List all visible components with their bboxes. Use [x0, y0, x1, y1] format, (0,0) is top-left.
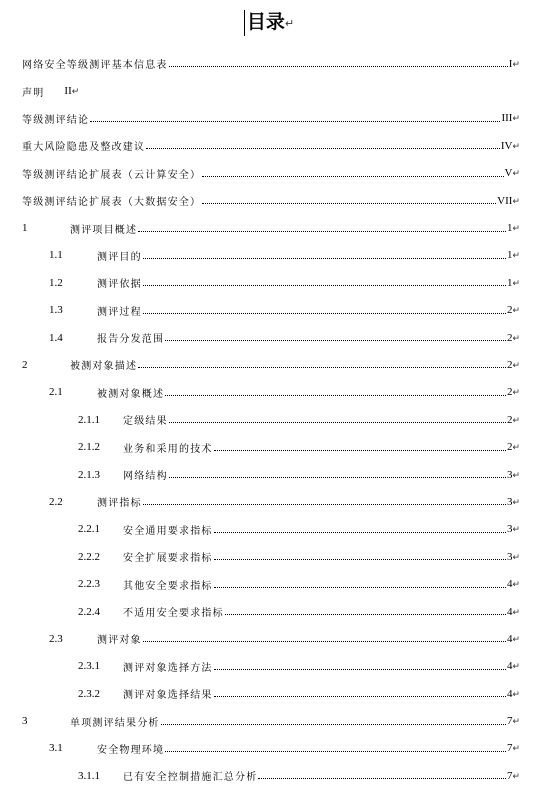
toc-entry-number: 2.2.1 [78, 523, 100, 536]
toc-title-wrap [0, 10, 538, 36]
toc-entry-page [507, 770, 520, 782]
toc-entry[interactable] [22, 379, 520, 406]
paragraph-mark-icon: ↵ [512, 387, 520, 398]
toc-entry-title: 被测对象描述 [70, 361, 138, 373]
paragraph-mark-icon: ↵ [512, 743, 520, 754]
toc-entry-page [507, 249, 520, 261]
toc-entry-title: 已有安全控制措施汇总分析 [123, 772, 258, 784]
toc-entry-title: 安全通用要求指标 [123, 525, 213, 537]
paragraph-mark-icon: ↵ [512, 688, 520, 699]
toc-entry-title: 不适用安全要求指标 [123, 608, 224, 619]
toc-entry-page [507, 551, 520, 563]
toc-entry-title: 等级测评结论扩展表（云计算安全） [22, 169, 202, 181]
toc-entry-title: 等级测评结论扩展表（大数据安全） [22, 197, 202, 209]
toc-entry-page [509, 58, 520, 70]
toc-entry-number: 1.4 [49, 331, 63, 344]
toc-entry-title: 报告分发范围 [97, 334, 165, 346]
dot-leader [165, 751, 506, 752]
toc-entry-page [497, 195, 520, 207]
toc-entry[interactable] [22, 351, 520, 378]
paragraph-mark-icon: ↵ [512, 551, 520, 562]
toc-entry[interactable] [22, 461, 520, 488]
toc-entry-title: 单项测评结果分析 [70, 717, 160, 729]
dot-leader [202, 203, 496, 204]
page-number: I [508, 57, 513, 70]
toc-entry[interactable] [22, 160, 520, 187]
toc-entry-page [507, 715, 520, 727]
toc-entry-number: 2.3.2 [78, 687, 100, 700]
page-number: 3 [506, 468, 513, 481]
page-number: 2 [506, 386, 513, 399]
toc-entry-page [507, 332, 520, 344]
toc-entry-title: 业务和采用的技术 [123, 443, 213, 455]
toc-entry-page [507, 523, 520, 535]
page-number: 4 [506, 632, 513, 645]
toc-entry-page [507, 496, 520, 508]
toc-entry-number: 1 [22, 222, 28, 235]
dot-leader [138, 367, 506, 368]
toc-entry-title: 测评项目概述 [70, 224, 138, 236]
toc-entry-page [505, 167, 521, 179]
paragraph-mark-icon: ↵ [512, 58, 520, 69]
paragraph-mark-icon: ↵ [512, 414, 520, 425]
dot-leader [143, 258, 506, 259]
dot-leader [138, 231, 506, 232]
toc-entry[interactable] [22, 680, 520, 707]
toc-entry-title: 测评指标 [97, 498, 142, 510]
toc-entry-page [507, 414, 520, 426]
toc-entry[interactable] [22, 543, 520, 570]
page-number: 7 [506, 769, 513, 782]
paragraph-mark-icon: ↵ [512, 633, 520, 644]
toc-entry-number: 2.1.1 [78, 413, 100, 426]
toc-entry[interactable] [22, 50, 520, 77]
toc-entry[interactable] [22, 269, 520, 296]
toc-entry-number: 2.3 [49, 632, 63, 645]
paragraph-mark-icon: ↵ [512, 469, 520, 480]
toc-entry-title: 定级结果 [123, 416, 168, 428]
toc-entry-number: 1.3 [49, 304, 63, 317]
toc-entry-page [507, 742, 520, 754]
toc-entry-page [507, 633, 520, 645]
toc-entry-page [507, 304, 520, 316]
page-number: III [501, 112, 513, 125]
toc-entry-page [507, 660, 520, 672]
toc-entry-number: 2 [22, 358, 28, 371]
page-number: 2 [506, 358, 513, 371]
dot-leader [165, 340, 506, 341]
toc-entry[interactable] [22, 433, 520, 460]
page-number: 4 [506, 687, 513, 700]
page-number: 2 [506, 304, 513, 317]
paragraph-mark-icon: ↵ [512, 442, 520, 453]
toc-entry[interactable] [22, 187, 520, 214]
dot-leader [146, 148, 500, 149]
dot-leader [169, 477, 506, 478]
toc-entry-number: 2.2 [49, 495, 63, 508]
dot-leader [214, 669, 506, 670]
toc-entry[interactable] [22, 598, 520, 625]
paragraph-mark-icon: ↵ [512, 496, 520, 507]
dot-leader [143, 641, 506, 642]
dot-leader [214, 532, 506, 533]
page-number: 2 [506, 413, 513, 426]
paragraph-mark-icon: ↵ [512, 359, 520, 370]
toc-entry[interactable] [22, 570, 520, 597]
paragraph-mark-icon: ↵ [512, 716, 520, 727]
dot-leader [202, 176, 503, 177]
toc-entry[interactable] [22, 762, 520, 789]
page-number: IV [500, 139, 513, 152]
paragraph-mark-icon: ↵ [71, 86, 80, 97]
page-number: 4 [506, 660, 513, 673]
toc-entry-page [507, 222, 520, 234]
page-number: VII [497, 194, 513, 207]
toc-heading: 目录↵ [244, 10, 294, 36]
paragraph-mark-icon: ↵ [512, 770, 520, 781]
toc-entry-number: 1.1 [49, 249, 63, 262]
toc-entry-title: 安全物理环境 [97, 744, 165, 756]
page-number: 2 [506, 441, 513, 454]
toc-entry-page [507, 688, 520, 700]
paragraph-mark-icon: ↵ [512, 332, 520, 343]
paragraph-mark-icon: ↵ [512, 661, 520, 672]
toc-entry-number: 3 [22, 715, 28, 728]
dot-leader [161, 724, 506, 725]
toc-entry-number: 2.3.1 [78, 660, 100, 673]
toc-entry[interactable] [22, 406, 520, 433]
dot-leader [214, 587, 506, 588]
page-number: 4 [506, 605, 513, 618]
toc-entry-title: 等级测评结论 [22, 114, 90, 126]
toc-entry-number: 2.1.3 [78, 468, 100, 481]
toc-entry-page [501, 112, 520, 124]
toc-entry-title: 测评对象选择结果 [123, 690, 213, 702]
paragraph-mark-icon: ↵ [512, 606, 520, 617]
dot-leader [143, 504, 506, 505]
toc-entry[interactable] [22, 77, 520, 104]
toc-entry-title: 重大风险隐患及整改建议 [22, 142, 146, 154]
toc-entry[interactable] [22, 297, 520, 324]
page-number: 1 [506, 222, 513, 235]
paragraph-mark-icon: ↵ [512, 195, 520, 206]
paragraph-mark-icon: ↵ [512, 168, 520, 179]
dot-leader [143, 313, 506, 314]
toc-entry-title: 测评对象 [97, 635, 142, 647]
paragraph-mark-icon: ↵ [512, 305, 520, 316]
toc-entry[interactable] [22, 242, 520, 269]
page-number: 7 [506, 715, 513, 728]
toc-entry-number: 2.2.4 [78, 605, 100, 618]
page-number: 3 [506, 495, 513, 508]
toc-entry-title: 网络结构 [123, 471, 168, 483]
dot-leader [169, 422, 506, 423]
dot-leader [214, 450, 506, 451]
dot-leader [165, 395, 506, 396]
paragraph-mark-icon: ↵ [512, 277, 520, 288]
toc-entry-page [507, 359, 520, 371]
toc-entry-number: 3.1.1 [78, 769, 100, 782]
toc-entry-number: 1.2 [49, 276, 63, 289]
toc-entry[interactable] [22, 735, 520, 762]
toc-entry[interactable] [22, 324, 520, 351]
paragraph-mark-icon: ↵ [512, 250, 520, 261]
toc-entry[interactable] [22, 132, 520, 159]
toc-entry-title: 安全扩展要求指标 [123, 553, 213, 565]
dot-leader [225, 614, 506, 615]
toc-entry-number: 3.1 [49, 742, 63, 755]
dot-leader [143, 285, 506, 286]
paragraph-mark-icon: ↵ [512, 524, 520, 535]
toc-entry[interactable] [22, 653, 520, 680]
toc-entry-page [64, 85, 79, 97]
dot-leader [214, 559, 506, 560]
toc-entry-number: 2.1.2 [78, 441, 100, 454]
toc-entry-title: 其他安全要求指标 [123, 580, 213, 592]
toc-entry[interactable] [22, 707, 520, 734]
page-number: 3 [506, 523, 513, 536]
toc-entry-page [507, 277, 520, 289]
toc-entry-page [507, 386, 520, 398]
toc-entry-title: 测评目的 [97, 251, 142, 263]
dot-leader [214, 696, 506, 697]
toc-entry[interactable] [22, 625, 520, 652]
toc-entry-number: 2.1 [49, 386, 63, 399]
paragraph-mark-icon: ↵ [284, 17, 295, 30]
toc-entry-number: 2.2.2 [78, 550, 100, 563]
page-number: 2 [506, 331, 513, 344]
paragraph-mark-icon: ↵ [512, 579, 520, 590]
toc-entry-page [507, 606, 520, 618]
page-number: 1 [506, 276, 513, 289]
toc-entry-title: 网络安全等级测评基本信息表 [22, 60, 168, 72]
toc-entry-page [507, 578, 520, 590]
page-number: 4 [506, 578, 513, 591]
page-number: II [64, 85, 72, 98]
page-number: 1 [506, 249, 513, 262]
toc-entry-title: 声明 [22, 87, 45, 99]
dot-leader [258, 778, 506, 779]
paragraph-mark-icon: ↵ [512, 223, 520, 234]
toc-entry-number: 2.2.3 [78, 578, 100, 591]
toc-entry-page [507, 441, 520, 453]
page-number: V [504, 167, 513, 180]
paragraph-mark-icon: ↵ [512, 140, 520, 151]
dot-leader [90, 121, 500, 122]
toc-entry-title: 测评过程 [97, 306, 142, 318]
toc-entry[interactable] [22, 488, 520, 515]
toc-entry-page [501, 140, 520, 152]
toc-entry-title: 测评依据 [97, 279, 142, 291]
page-number: 3 [506, 550, 513, 563]
table-of-contents [22, 50, 520, 790]
toc-entry[interactable] [22, 214, 520, 241]
toc-entry[interactable] [22, 516, 520, 543]
toc-entry-page [507, 469, 520, 481]
toc-entry-title: 被测对象概述 [97, 388, 165, 400]
dot-leader [169, 66, 508, 67]
page-number: 7 [506, 742, 513, 755]
toc-entry-title: 测评对象选择方法 [123, 662, 213, 674]
toc-entry[interactable] [22, 105, 520, 132]
paragraph-mark-icon: ↵ [512, 113, 520, 124]
